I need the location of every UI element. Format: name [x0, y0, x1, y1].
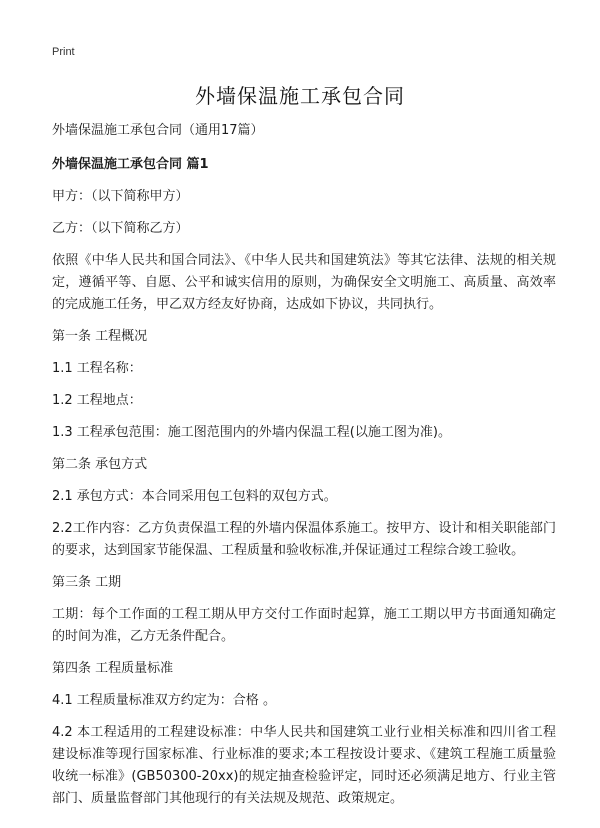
- paragraph-3-1: 工期：每个工作面的工程工期从甲方交付工作面时起算，施工工期以甲方书面通知确定的时间为准，乙方无条件配合。: [52, 607, 556, 644]
- paragraph-party-a: 甲方：（以下简称甲方）: [52, 189, 189, 204]
- paragraph-2-1: 2.1 承包方式：本合同采用包工包料的双包方式。: [52, 489, 337, 504]
- paragraph-4-2: 4.2 本工程适用的工程建设标准：中华人民共和国建筑工业行业相关标准和四川省工程建设标准等现行国家标准、行业标准的要求;本工程按设计要求、《建筑工程施工质量验收统一标准》(GB50300-20xx)的规定抽查检验评定，同时还必须满足地方、行业主管部门、质量监督部门其他现行的有关法规及规范、政策规定。: [52, 725, 556, 806]
- paragraph-1-1: 1.1 工程名称：: [52, 361, 142, 376]
- paragraph-subtitle: 外墙保温施工承包合同（通用17篇）: [52, 123, 264, 138]
- article-heading-3: 第三条 工期: [52, 575, 122, 590]
- article-heading-1: 第一条 工程概况: [52, 329, 148, 344]
- paragraph-1-3: 1.3 工程承包范围：施工图范围内的外墙内保温工程(以施工图为准)。: [52, 425, 451, 440]
- paragraph-4-1: 4.1 工程质量标准双方约定为：合格 。: [52, 693, 276, 708]
- paragraph-preamble: 依照《中华人民共和国合同法》、《中华人民共和国建筑法》等其它法律、法规的相关规定，遵循平等、自愿、公平和诚实信用的原则，为确保安全文明施工、高质量、高效率的完成施工任务，甲乙双方经友好协商，达成如下协议，共同执行。: [52, 253, 556, 312]
- section-heading-part1: 外墙保温施工承包合同 篇1: [52, 157, 209, 172]
- paragraph-1-2: 1.2 工程地点：: [52, 393, 142, 408]
- paragraph-party-b: 乙方：（以下简称乙方）: [52, 221, 189, 236]
- article-heading-2: 第二条 承包方式: [52, 457, 148, 472]
- print-label[interactable]: Print: [52, 46, 75, 58]
- article-heading-4: 第四条 工程质量标准: [52, 661, 174, 676]
- document-title: 外墙保温施工承包合同: [195, 84, 405, 108]
- paragraph-2-2: 2.2工作内容：乙方负责保温工程的外墙内保温体系施工。按甲方、设计和相关职能部门的要求，达到国家节能保温、工程质量和验收标准,并保证通过工程综合竣工验收。: [52, 521, 556, 558]
- document-body: [52, 120, 556, 810]
